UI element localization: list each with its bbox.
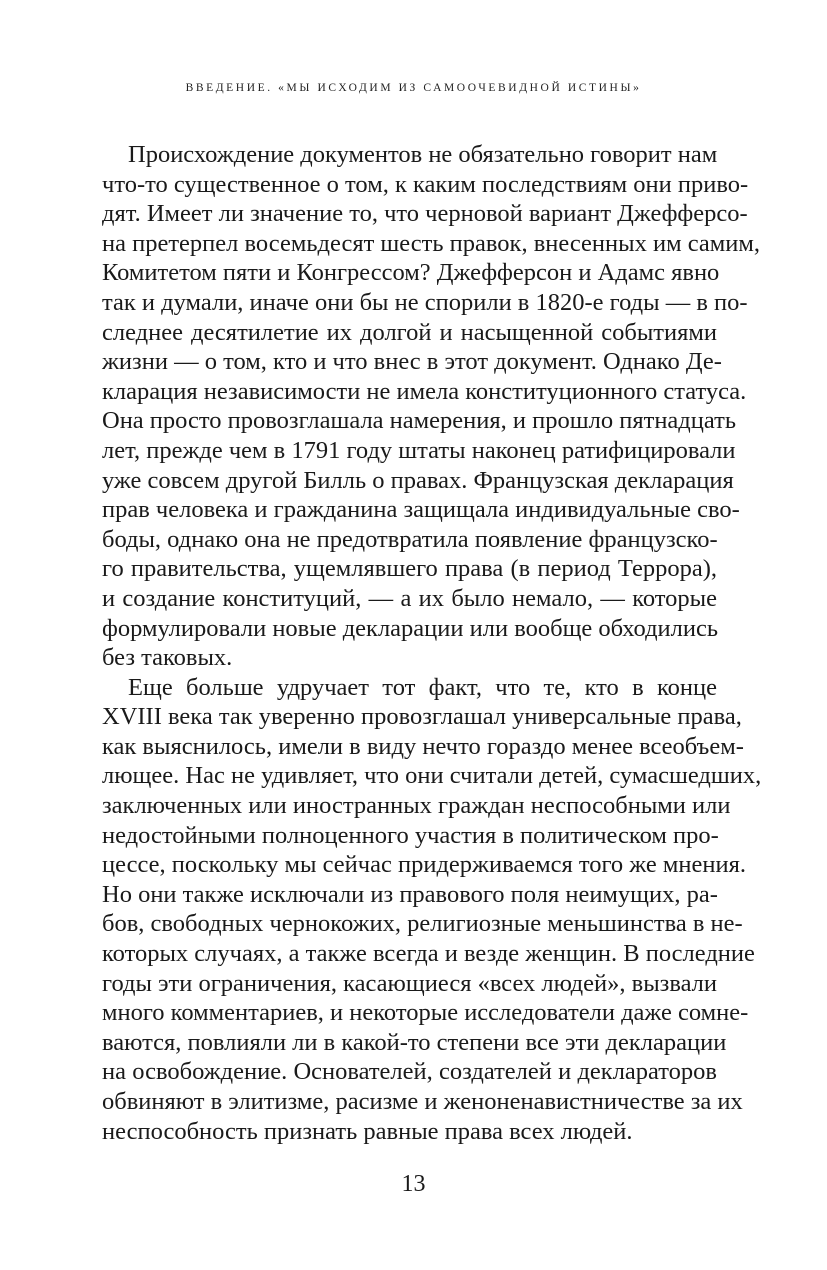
- text-line: что-то существенное о том, к каким последствиям они приво-: [102, 170, 749, 198]
- text-line: Происхождение документов не обязательно говорит нам: [128, 141, 718, 168]
- text-line: формулировали новые декларации или вообще обходились: [102, 614, 719, 642]
- text-line: и создание конституций, — а их было немало, — которые: [102, 584, 717, 612]
- text-line: на освобождение. Основателей, создателей и деклараторов: [102, 1058, 717, 1086]
- running-header: ВВЕДЕНИЕ. «МЫ ИСХОДИМ ИЗ САМООЧЕВИДНОЙ ИСТИНЫ»: [185, 82, 642, 94]
- paragraph: [102, 673, 762, 1147]
- page-number: 13: [401, 1171, 426, 1197]
- text-line: так и думали, иначе они бы не спорили в 1820-е годы — в по-: [102, 288, 748, 316]
- text-line: годы эти ограничения, касающиеся «всех людей», вызвали: [102, 969, 717, 997]
- text-line: дят. Имеет ли значение то, что черновой вариант Джефферсо-: [102, 200, 748, 228]
- text-line: Но они также исключали из правового поля неимущих, ра-: [102, 880, 718, 908]
- text-line: как выяснилось, имели в виду нечто гораздо менее всеобъем-: [102, 732, 744, 760]
- text-line: Комитетом пяти и Конгрессом? Джефферсон и Адамс явно: [102, 259, 720, 287]
- text-line: уже совсем другой Билль о правах. Французская декларация: [102, 466, 734, 494]
- text-line: которых случаях, а также всегда и везде женщин. В последние: [102, 940, 755, 968]
- text-line: следнее десятилетие их долгой и насыщенной событиями: [102, 318, 717, 346]
- paragraph: [102, 140, 760, 673]
- text-line: лющее. Нас не удивляет, что они считали детей, сумасшедших,: [102, 762, 762, 790]
- text-line: много комментариев, и некоторые исследователи даже сомне-: [102, 999, 749, 1027]
- text-line: XVIII века так уверенно провозглашал универсальные права,: [102, 703, 742, 731]
- text-line: цессе, поскольку мы сейчас придерживаемся того же мнения.: [102, 851, 746, 879]
- text-line: Она просто провозглашала намерения, и прошло пятнадцать: [102, 407, 736, 435]
- text-line: прав человека и гражданина защищала индивидуальные сво-: [102, 496, 740, 524]
- text-line: без таковых.: [102, 644, 233, 672]
- text-line: недостойными полноценного участия в политическом про-: [102, 821, 719, 849]
- text-line: ваются, повлияли ли в какой-то степени все эти декларации: [102, 1028, 727, 1056]
- text-line: лет, прежде чем в 1791 году штаты наконец ратифицировали: [102, 436, 736, 464]
- text-line: жизни — о том, кто и что внес в этот документ. Однако Де-: [102, 348, 722, 376]
- text-line: заключенных или иностранных граждан неспособными или: [102, 792, 731, 820]
- text-line: кларация независимости не имела конституционного статуса.: [102, 377, 747, 405]
- text-line: на претерпел восемьдесят шесть правок, внесенных им самим,: [102, 229, 760, 257]
- text-line: го правительства, ущемлявшего права (в период Террора),: [102, 555, 717, 583]
- text-line: боды, однако она не предотвратила появление французско-: [102, 525, 718, 553]
- text-line: неспособность признать равные права всех людей.: [102, 1117, 633, 1145]
- text-line: Еще больше удручает тот факт, что те, кто в конце: [128, 673, 717, 701]
- body-text: [102, 140, 762, 1146]
- text-line: обвиняют в элитизме, расизме и женоненавистничестве за их: [102, 1088, 743, 1115]
- text-line: бов, свободных чернокожих, религиозные меньшинства в не-: [102, 910, 743, 938]
